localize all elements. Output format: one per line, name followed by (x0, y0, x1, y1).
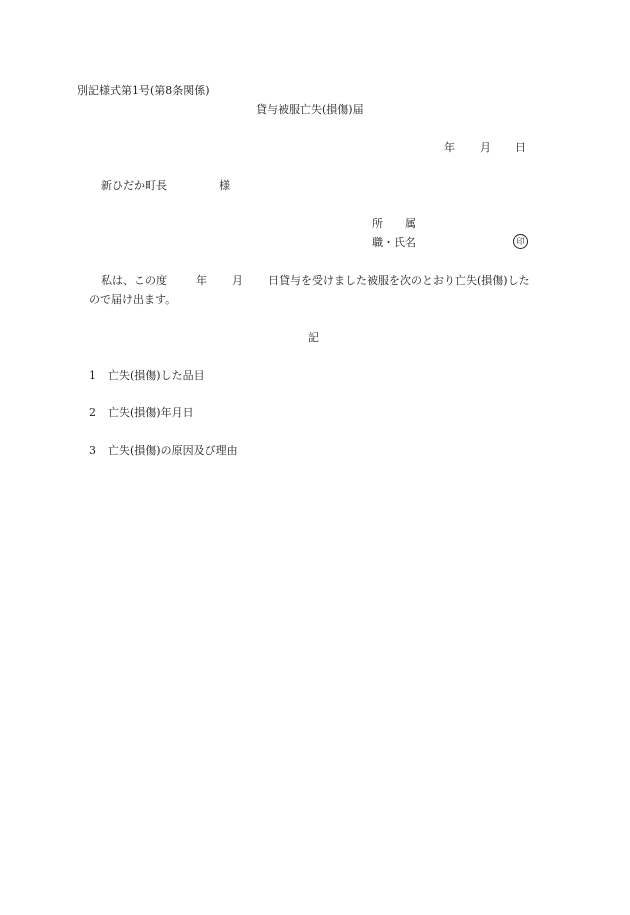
body-line-2: ので届け出ます。 (89, 293, 177, 306)
addressee-honorific: 様 (219, 179, 230, 192)
date-month-label: 月 (480, 141, 491, 154)
body-month-label: 月 (232, 274, 243, 287)
note-heading: 記 (308, 331, 319, 344)
body-prefix: 私は、この度 (101, 274, 167, 287)
position-name-label: 職・氏名 (372, 236, 416, 249)
item-number: 2 (89, 406, 96, 419)
item-text: 亡失(損傷)の原因及び理由 (108, 444, 238, 457)
addressee-name: 新ひだか町長 (101, 179, 167, 192)
item-number: 3 (89, 444, 96, 457)
affiliation-label: 所 属 (372, 217, 416, 230)
date-day-label: 日 (515, 141, 526, 154)
body-year-label: 年 (196, 274, 207, 287)
item-text: 亡失(損傷)した品目 (108, 369, 205, 382)
item-number: 1 (89, 369, 96, 382)
form-reference: 別記様式第1号(第8条関係) (77, 84, 210, 97)
date-year-label: 年 (444, 141, 455, 154)
item-text: 亡失(損傷)年月日 (108, 406, 194, 419)
body-suffix: 日貸与を受けました被服を次のとおり亡失(損傷)した (268, 274, 530, 287)
document-title: 貸与被服亡失(損傷)届 (256, 103, 364, 116)
seal-mark: 印 (513, 234, 528, 249)
